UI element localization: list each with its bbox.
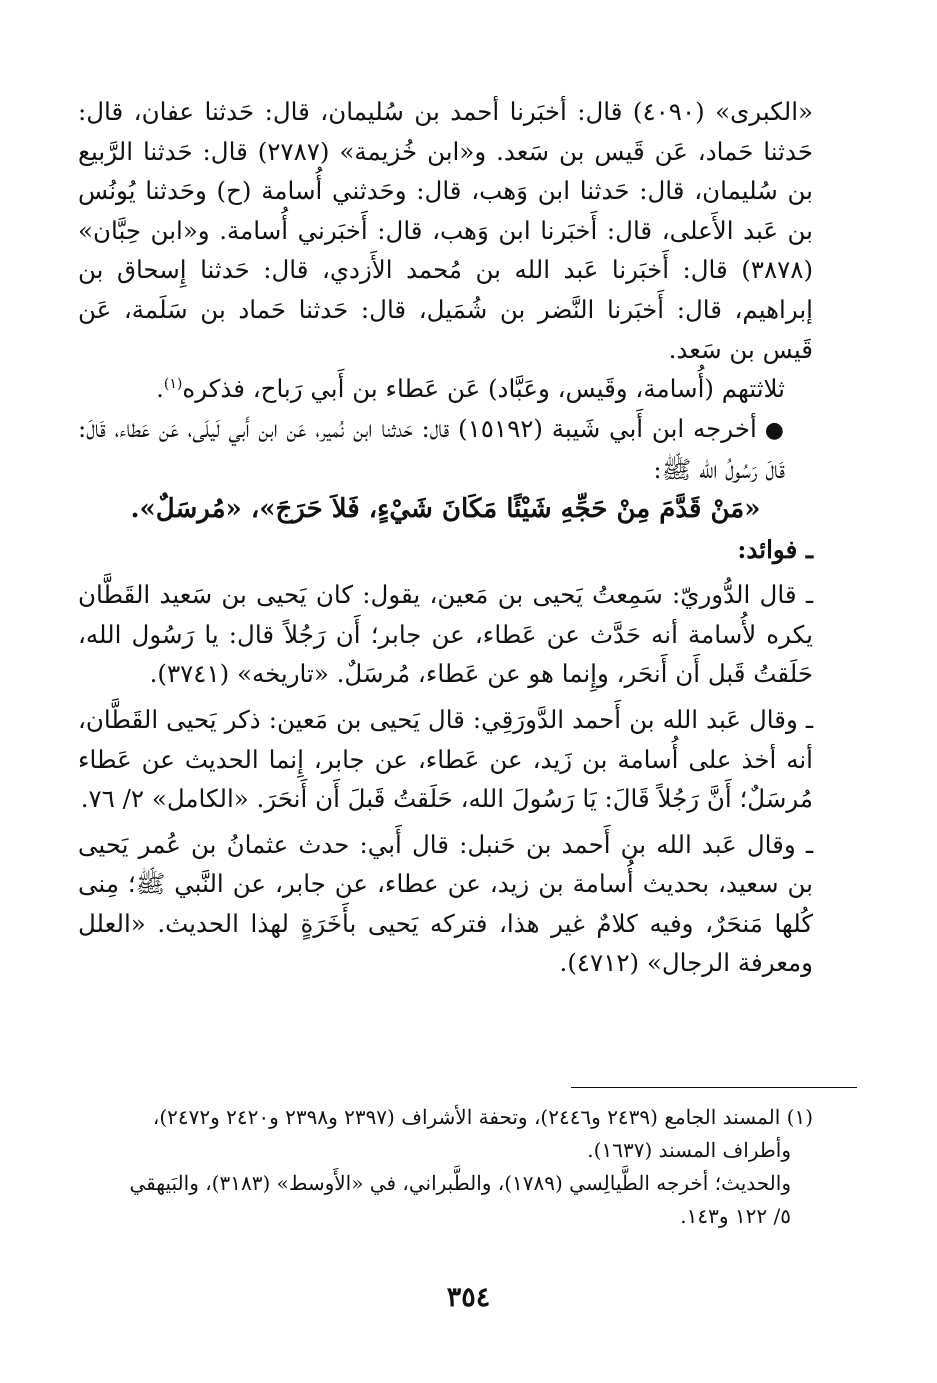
page-number: ٣٥٤ — [446, 1282, 491, 1313]
chain-text: ثلاثتهم (أُسامة، وقَيس، وعَبَّاد) عَن عَطاء بن أَبي رَباح، فذكره — [182, 374, 785, 404]
footnote-ref-1[interactable]: (١) — [163, 376, 183, 392]
section-heading-benefits: ـ فوائد: — [737, 534, 813, 564]
footnote-1-line-4: ٥/ ١٢٢ و١٤٣. — [680, 1204, 791, 1228]
paragraph-ibn-abi-shayba — [78, 409, 813, 490]
bullet-icon: ● — [764, 417, 786, 443]
footnotes — [78, 1101, 813, 1233]
paragraph-dawri: ـ قال الدُّوريّ: سَمِعتُ يَحيى بن مَعين، يقول: كان يَحيى بن سَعيد القَطَّان يكره لأُسامة أنه حَدَّث عن عَطاء، عن جابر؛ أَن رَجُلاً قال: يا رَسُول الله، حَلَقتُ قَبل أَن أَنحَر، وإِنما هو عن عَطاء، مُرسَلٌ. «تاريخه» (٣٧٤١). — [78, 580, 813, 689]
footnote-divider — [571, 1087, 857, 1088]
paragraph-chain — [78, 369, 813, 409]
paragraph-ibn-hanbal: ـ وقال عَبد الله بن أَحمد بن حَنبل: قال أَبي: حدث عثمانُ بن عُمر يَحيى بن سعيد، بحديث أُسامة بن زيد، عن عطاء، عن جابر، عن النَّبي ﷺ؛ مِنى كُلها مَنحَرٌ، وفيه كلامٌ غير هذا، فتركه يَحيى بأَخَرَةٍ لهذا الحديث. «العلل ومعرفة الرجال» (٤٧١٢). — [78, 829, 813, 978]
chain-end: . — [156, 374, 164, 404]
paragraph-sources: «الكبرى» (٤٠٩٠) قال: أخبَرنا أحمد بن سُليمان، قال: حَدثنا عفان، قال: حَدثنا حَماد، عَن قَيس بن سَعد. و«ابن خُزيمة» (٢٧٨٧) قال: حَدثنا الرَّبيع بن سُليمان، قال: حَدثنا ابن وَهب، قال: وحَدثني أُسامة (ح) وحَدثنا يُونُس بن عَبد الأَعلى، قال: أَخبَرنا ابن وَهب، قال: أَخبَرني أُسامة. و«ابن حِبَّان» (٣٨٧٨) قال: أَخبَرنا عَبد الله بن مُحمد الأَزدي، قال: حَدثنا إِسحاق بن إبراهيم، قال: أَخبَرنا النَّضر بن شُمَيل، قال: حَدثنا حَماد بن سَلَمة، عَن قَيس بن سَعد. — [78, 97, 813, 364]
footnote-1-line-1: (١) المسند الجامع (٢٤٣٩ و٢٤٤٦)، وتحفة الأشراف (٢٣٩٧ و٢٣٩٨ و٢٤٢٠ و٢٤٧٢)، — [152, 1105, 813, 1129]
footnote-1-line-2: وأطراف المسند (١٦٣٧). — [587, 1138, 791, 1162]
hadith-quote: «مَنْ قَدَّمَ مِنْ حَجِّهِ شَيْئًا مَكَانَ شَيْءٍ، فَلاَ حَرَجَ»، «مُرسَلٌ». — [130, 493, 761, 524]
ibn-abi-shayba-text: أخرجه ابن أَبي شَيبة (١٥١٩٢) قال: حَدثنا ابن نُمير، عَن ابن أَبي لَيلَى، عَن عَطاء، قَالَ: قَالَ رَسُولُ الله ﷺ: — [78, 413, 785, 485]
paragraph-dawraqi: ـ وقال عَبد الله بن أَحمد الدَّورَقِي: قال يَحيى بن مَعين: ذكر يَحيى القَطَّان، أنه أخذ على أُسامة بن زَيد، عن عَطاء، عن جابر، إِنما الحديث عن عَطاء مُرسَلٌ؛ أَنَّ رَجُلاً قَالَ: يَا رَسُولَ الله، حَلَقتُ قَبلَ أَن أَنحَرَ. «الكامل» ٢/ ٧٦. — [78, 704, 813, 814]
main-text — [78, 92, 813, 983]
footnote-1-line-3: والحديث؛ أخرجه الطَّيالِسي (١٧٨٩)، والطَّبراني، في «الأَوسط» (٣١٨٣)، والبَيهقي — [129, 1171, 791, 1195]
